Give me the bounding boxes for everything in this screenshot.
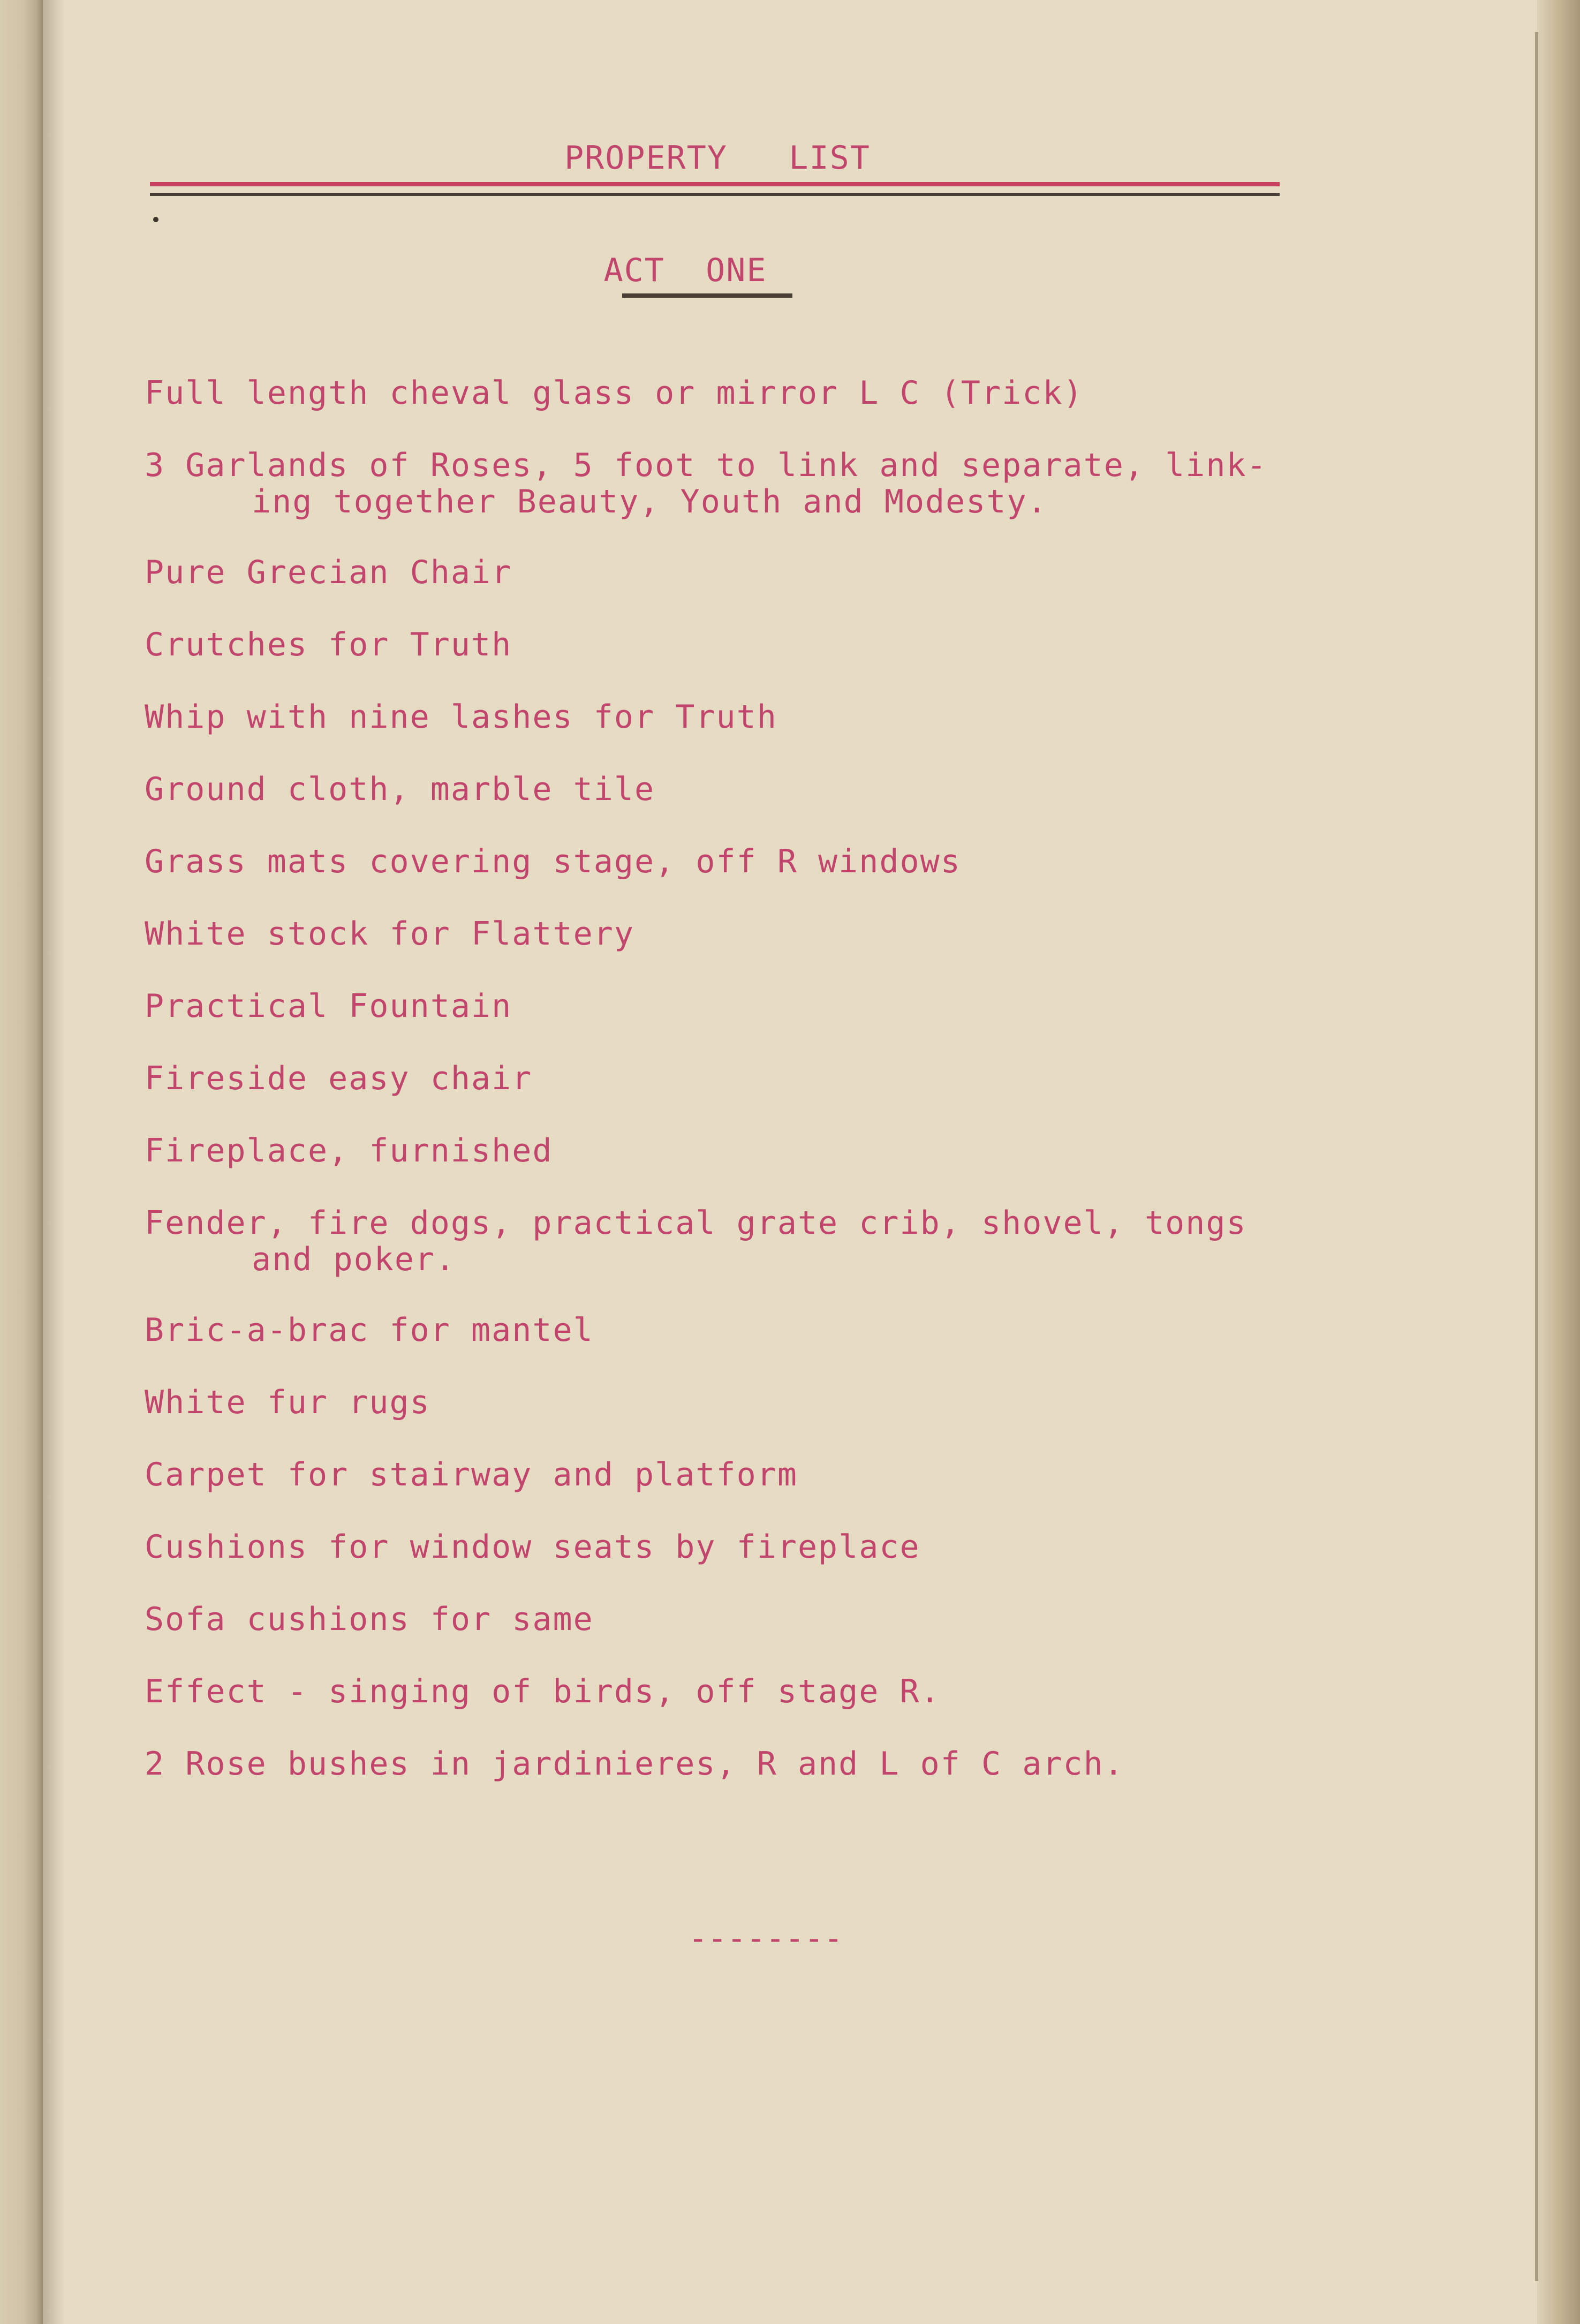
stray-ink-dot xyxy=(153,217,158,222)
page-edge-line xyxy=(1535,32,1538,2281)
property-item-text: Full length cheval glass or mirror L C (Trick) xyxy=(145,374,1084,412)
property-item-continuation: ing together Beauty, Youth and Modesty. xyxy=(252,483,1048,520)
property-item-text: Bric-a-brac for mantel xyxy=(145,1311,594,1349)
property-item-text: Sofa cushions for same xyxy=(145,1601,594,1638)
binding-gutter xyxy=(0,0,43,2324)
property-item-text: Grass mats covering stage, off R windows xyxy=(145,843,961,880)
property-item xyxy=(145,699,777,735)
page-header xyxy=(150,139,1280,203)
closing-dashes: -------- xyxy=(688,1920,843,1957)
property-item xyxy=(145,1205,1247,1278)
section-title-underline xyxy=(622,293,792,298)
header-rule-red xyxy=(150,182,1280,186)
property-item-continuation: and poker. xyxy=(252,1241,456,1278)
property-item xyxy=(145,1457,798,1493)
property-item xyxy=(145,627,512,663)
property-item xyxy=(145,375,1084,411)
property-item xyxy=(145,554,512,591)
property-item-text: 3 Garlands of Roses, 5 foot to link and separate, link- xyxy=(145,447,1267,484)
property-item xyxy=(145,1746,1124,1782)
property-item-text: Effect - singing of birds, off stage R. xyxy=(145,1673,941,1710)
gutter-shadow xyxy=(43,0,64,2324)
property-item xyxy=(145,916,634,952)
property-item-text: Fireplace, furnished xyxy=(145,1132,553,1169)
property-item xyxy=(145,1529,920,1565)
property-item-text: Practical Fountain xyxy=(145,987,512,1025)
property-item xyxy=(145,1133,553,1169)
property-item-text: Carpet for stairway and platform xyxy=(145,1456,798,1493)
property-item xyxy=(145,1312,594,1348)
property-item xyxy=(145,447,1267,520)
property-item-text: White stock for Flattery xyxy=(145,915,634,953)
section-title: ACT ONE xyxy=(603,252,767,289)
property-item-text: White fur rugs xyxy=(145,1384,430,1421)
property-item-text: Pure Grecian Chair xyxy=(145,554,512,591)
property-item-text: Whip with nine lashes for Truth xyxy=(145,698,777,736)
property-item-text: Fender, fire dogs, practical grate crib, shovel, tongs xyxy=(145,1204,1247,1242)
property-item-text: Ground cloth, marble tile xyxy=(145,771,655,808)
property-item xyxy=(145,1673,941,1710)
property-item-text: 2 Rose bushes in jardinieres, R and L of C arch. xyxy=(145,1745,1124,1783)
property-item xyxy=(145,1060,532,1097)
page-right-edge xyxy=(1537,0,1580,2324)
property-item xyxy=(145,843,961,880)
property-item xyxy=(145,1601,594,1638)
header-rule-black xyxy=(150,193,1280,196)
property-item xyxy=(145,771,655,808)
property-item xyxy=(145,1384,430,1421)
property-item-text: Cushions for window seats by fireplace xyxy=(145,1528,920,1566)
property-item xyxy=(145,988,512,1024)
page-title: PROPERTY LIST xyxy=(564,139,871,177)
property-item-text: Fireside easy chair xyxy=(145,1060,533,1097)
property-item-text: Crutches for Truth xyxy=(145,626,512,663)
